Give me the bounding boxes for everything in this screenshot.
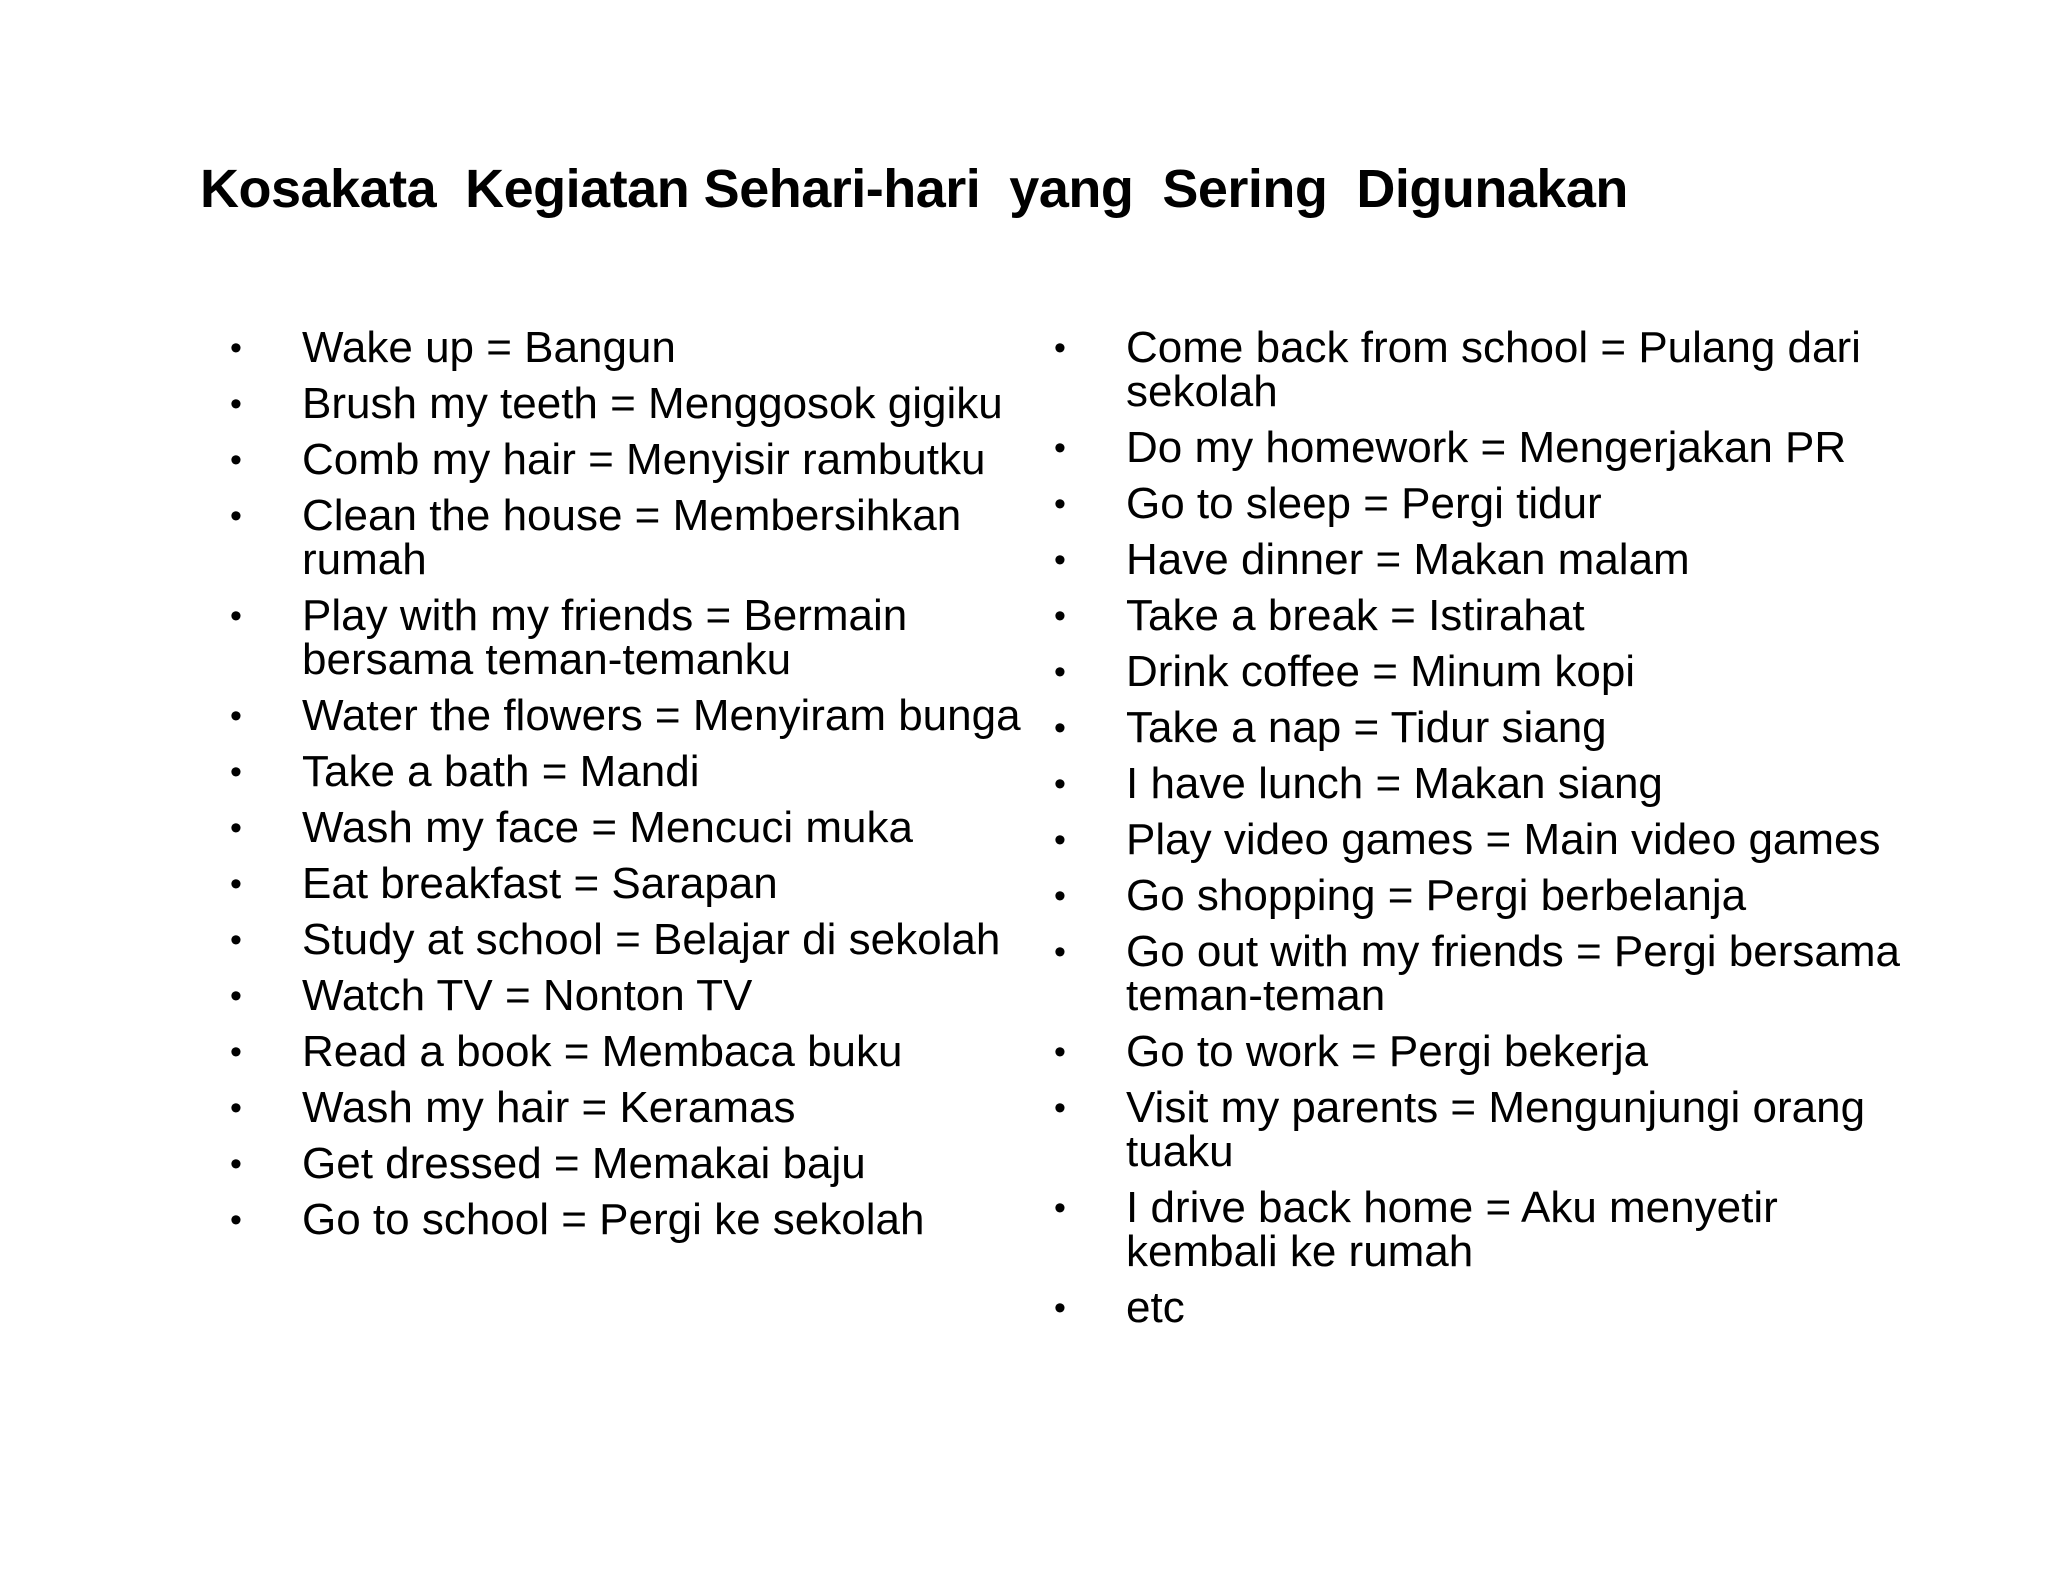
bullet-icon: • [1054, 1289, 1066, 1327]
vocab-entry: Do my homework = Mengerjakan PR [1126, 423, 1847, 472]
bullet-icon: • [1054, 1189, 1066, 1227]
bullet-icon: • [1054, 765, 1066, 803]
bullet-icon: • [230, 921, 242, 959]
bullet-icon: • [1054, 1033, 1066, 1071]
bullet-icon: • [230, 497, 242, 535]
list-item [1052, 323, 1912, 416]
bullet-icon: • [230, 1201, 242, 1239]
vocab-entry: Wash my hair = Keramas [302, 1083, 796, 1132]
list-item [1052, 1183, 1912, 1276]
bullet-icon: • [1054, 709, 1066, 747]
list-item [1052, 647, 1912, 696]
bullet-icon: • [230, 597, 242, 635]
bullet-icon: • [230, 1089, 242, 1127]
list-item [228, 379, 1028, 428]
list-item [228, 1027, 1028, 1076]
list-item [1052, 1083, 1912, 1176]
list-item [1052, 479, 1912, 528]
vocab-entry: etc [1126, 1283, 1185, 1332]
vocab-entry: Take a bath = Mandi [302, 747, 700, 796]
vocab-entry: I drive back home = Aku menyetir kembali ke rumah [1126, 1183, 1778, 1276]
vocab-entry: Water the flowers = Menyiram bunga [302, 691, 1021, 740]
bullet-icon: • [230, 385, 242, 423]
vocab-entry: Go shopping = Pergi berbelanja [1126, 871, 1747, 920]
list-item [228, 747, 1028, 796]
vocab-entry: Play video games = Main video games [1126, 815, 1881, 864]
list-item [228, 1195, 1028, 1244]
list-item [228, 591, 1028, 684]
vocab-entry: Go to work = Pergi bekerja [1126, 1027, 1649, 1076]
bullet-icon: • [230, 1033, 242, 1071]
vocab-entry: Read a book = Membaca buku [302, 1027, 903, 1076]
list-item [228, 491, 1028, 584]
bullet-icon: • [1054, 429, 1066, 467]
list-item [228, 859, 1028, 908]
vocab-entry: Watch TV = Nonton TV [302, 971, 753, 1020]
vocab-entry: Wash my face = Mencuci muka [302, 803, 913, 852]
vocab-entry: Visit my parents = Mengunjungi orang tuaku [1126, 1083, 1866, 1176]
vocab-entry: Get dressed = Memakai baju [302, 1139, 866, 1188]
bullet-icon: • [230, 753, 242, 791]
vocab-list-left [228, 323, 1028, 1254]
vocab-entry: Take a nap = Tidur siang [1126, 703, 1607, 752]
vocab-entry: Go to school = Pergi ke sekolah [302, 1195, 925, 1244]
vocab-entry: Have dinner = Makan malam [1126, 535, 1690, 584]
list-item [1052, 815, 1912, 864]
vocab-entry: Play with my friends = Bermain bersama teman-temanku [302, 591, 908, 684]
bullet-icon: • [230, 977, 242, 1015]
vocab-entry: Clean the house = Membersihkan rumah [302, 491, 962, 584]
list-item [1052, 423, 1912, 472]
list-item [228, 803, 1028, 852]
list-item [1052, 535, 1912, 584]
list-item [1052, 871, 1912, 920]
bullet-icon: • [1054, 933, 1066, 971]
bullet-icon: • [1054, 541, 1066, 579]
bullet-icon: • [230, 809, 242, 847]
list-item [1052, 927, 1912, 1020]
vocab-entry: Eat breakfast = Sarapan [302, 859, 778, 908]
bullet-icon: • [1054, 329, 1066, 367]
list-item [228, 915, 1028, 964]
list-item [1052, 703, 1912, 752]
vocab-entry: Drink coffee = Minum kopi [1126, 647, 1636, 696]
bullet-icon: • [1054, 653, 1066, 691]
vocab-entry: Study at school = Belajar di sekolah [302, 915, 1001, 964]
list-item [228, 1083, 1028, 1132]
bullet-icon: • [1054, 485, 1066, 523]
bullet-icon: • [1054, 597, 1066, 635]
list-item [228, 1139, 1028, 1188]
list-item [228, 691, 1028, 740]
vocab-entry: Go out with my friends = Pergi bersama teman-teman [1126, 927, 1900, 1020]
list-item [228, 971, 1028, 1020]
vocab-entry: Come back from school = Pulang dari sekolah [1126, 323, 1861, 416]
list-item [1052, 759, 1912, 808]
list-item [228, 323, 1028, 372]
bullet-icon: • [1054, 821, 1066, 859]
list-item [228, 435, 1028, 484]
vocab-entry: Take a break = Istirahat [1126, 591, 1585, 640]
bullet-icon: • [230, 697, 242, 735]
bullet-icon: • [230, 865, 242, 903]
bullet-icon: • [1054, 877, 1066, 915]
vocab-entry: Go to sleep = Pergi tidur [1126, 479, 1602, 528]
bullet-icon: • [230, 329, 242, 367]
vocab-entry: I have lunch = Makan siang [1126, 759, 1663, 808]
list-item [1052, 1027, 1912, 1076]
vocab-entry: Comb my hair = Menyisir rambutku [302, 435, 986, 484]
page-title: Kosakata Kegiatan Sehari-hari yang Sering Digunakan [200, 159, 1628, 219]
bullet-icon: • [230, 1145, 242, 1183]
bullet-icon: • [1054, 1089, 1066, 1127]
vocab-entry: Brush my teeth = Menggosok gigiku [302, 379, 1003, 428]
bullet-icon: • [230, 441, 242, 479]
vocab-list-right [1052, 323, 1912, 1342]
list-item [1052, 1283, 1912, 1332]
vocab-entry: Wake up = Bangun [302, 323, 676, 372]
list-item [1052, 591, 1912, 640]
